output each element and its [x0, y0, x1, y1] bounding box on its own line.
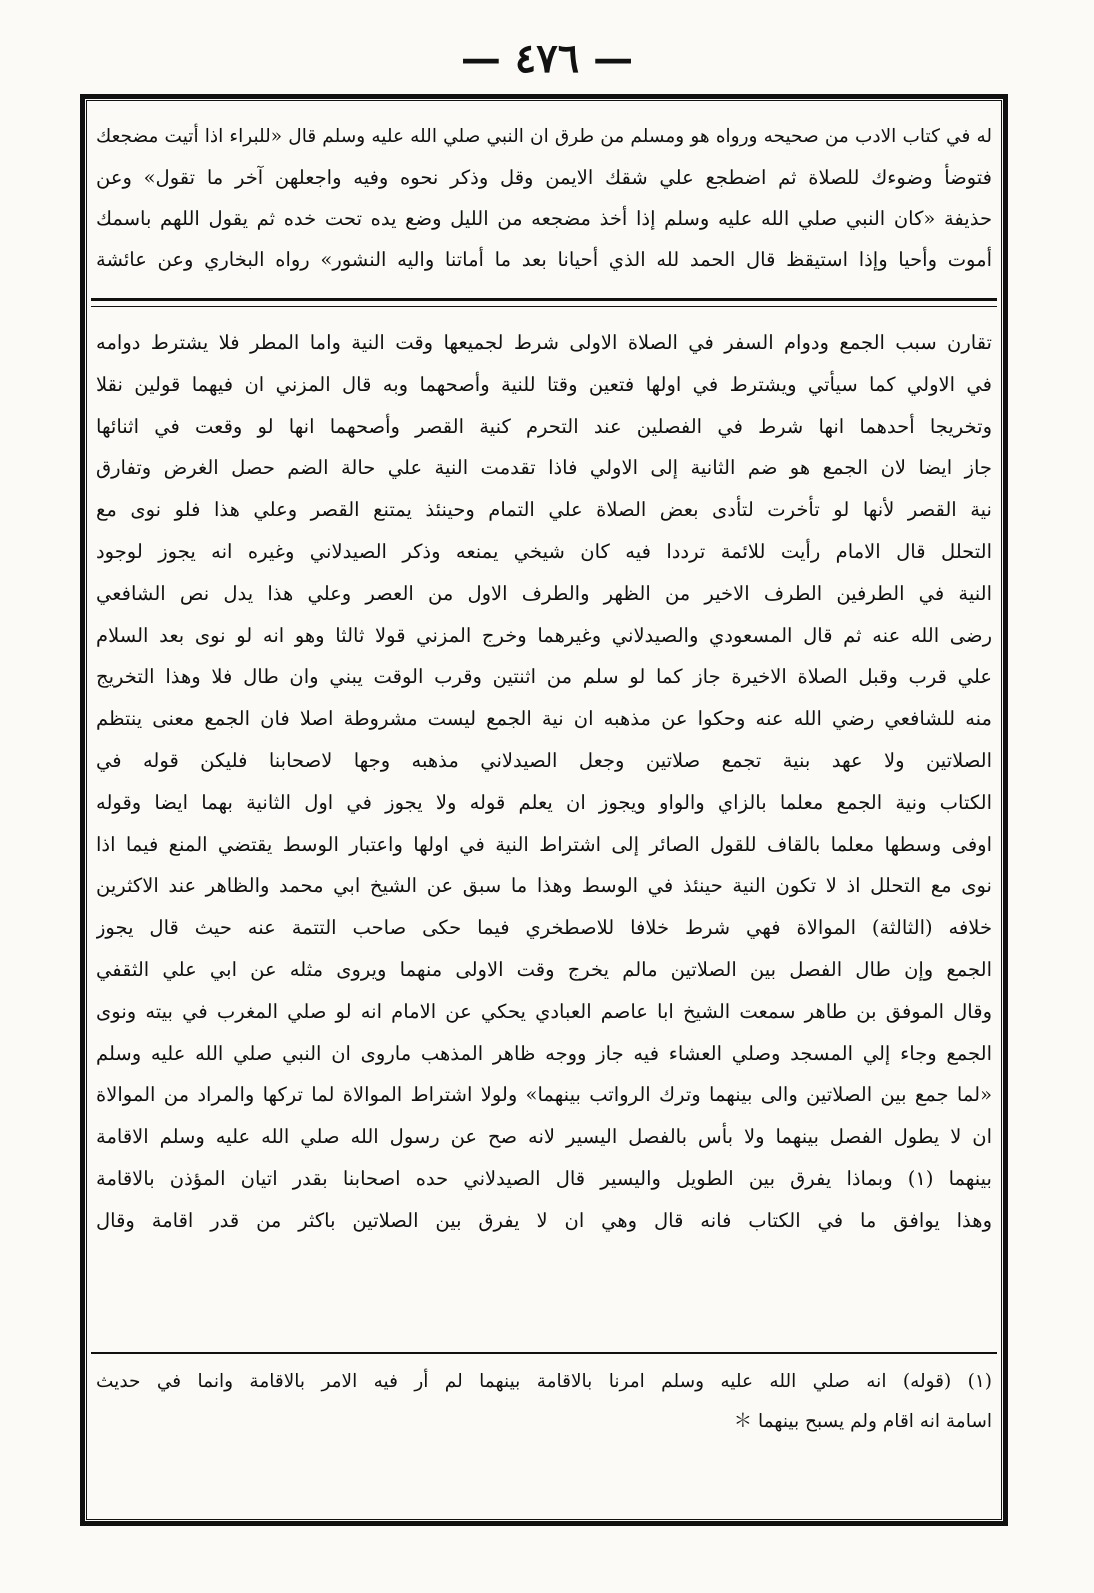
text-line: نوى مع التحلل اذ لا تكون النية حينئذ في الوسط وهذا ما سبق عن الشيخ ابي محمد والظاهر عند الاكثرين: [96, 874, 992, 898]
footnote-line: (١) (قوله) انه صلي الله عليه وسلم امرنا بالاقامة بينهما لم أر فيه الامر بالاقامة وانما في حديث: [96, 1371, 992, 1392]
text-line: الكتاب ونية الجمع معلما بالزاي والواو ويجوز ان يعلم قوله ولا يجوز في اول الثانية بهما ايضا وقوله: [96, 790, 992, 814]
footnote-line: اسامة انه اقام ولم يسبح بينهما ＊: [733, 1411, 992, 1432]
text-line: أموت وأحيا وإذا استيقظ قال الحمد لله الذي أحيانا بعد ما أماتنا واليه النشور» رواه البخاري وعن عائشة: [96, 248, 992, 271]
text-line: الجمع وجاء إلي المسجد وصلي العشاء فيه جاز ووجه ظاهر المذهب ماروى ان النبي صلي الله عليه وسلم: [96, 1041, 992, 1065]
text-line: اوفى وسطها معلما بالقاف للقول الصائر إلى اشتراط النية في اولها واعتبار الوسط يقتضي المنع فيما اذا: [96, 832, 992, 856]
text-line: الجمع وإن طال الفصل بين الصلاتين مالم يخرج وقت الاولى منهما ويروى مثله عن ابي علي الثقفي: [96, 957, 992, 981]
text-line: النية في الطرفين الطرف الاخير من الظهر والطرف الاول من العصر وعلي هذا يدل نص الشافعي: [96, 581, 992, 605]
text-line: علي قرب وقبل الصلاة الاخيرة جاز كما لو سلم من اثنتين وقرب الوقت يبني وان طال فلا وهذا التخريج: [96, 665, 992, 689]
text-line: جاز ايضا لان الجمع هو ضم الثانية إلى الاولي فاذا تقدمت النية علي حالة الضم حصل الغرض وتفارق: [96, 456, 992, 480]
text-line: فتوضأ وضوءك للصلاة ثم اضطجع علي شقك الايمن وقل وذكر نحوه وفيه واجعلهن آخر ما تقول» وعن: [96, 166, 992, 189]
section-divider-thick: [91, 298, 997, 301]
text-line: نية القصر لأنها لو تأخرت لتأدى بعض الصلاة علي التمام وحينئذ يمتنع القصر وعلي هذا فلو نوى مع: [96, 498, 992, 522]
text-line: التحلل قال الامام رأيت للائمة ترددا فيه كان شيخي يمنعه وذكر الصيدلاني وغيره انه يجوز لوجود: [96, 539, 992, 563]
main-passage: [96, 322, 992, 1242]
text-line: خلافه (الثالثة) الموالاة فهي شرط خلافا للاصطخري فيما حكى صاحب التتمة عنه حيث قال يجوز: [96, 916, 992, 940]
text-line: الصلاتين ولا عهد بنية تجمع صلاتين وجعل الصيدلاني مذهبه وجها لاصحابنا فليكن قوله في: [96, 748, 992, 772]
text-line: في الاولي كما سيأتي ويشترط في اولها فتعين وقتا للنية وأصحهما وبه قال المزني ان فيهما قولين نقلا: [96, 372, 992, 396]
section-divider-thin: [91, 306, 997, 307]
text-line: «لما جمع بين الصلاتين والى بينهما وترك الرواتب بينهما» ولولا اشتراط الموالاة لما تركها والمراد من الموالاة: [96, 1083, 992, 1107]
text-line: رضى الله عنه ثم قال المسعودي والصيدلاني وغيرهما وخرج المزني قولا ثالثا وهو انه لو نوى بعد السلام: [96, 623, 992, 647]
footnote: [96, 1362, 992, 1442]
text-line: ان لا يطول الفصل بينهما ولا بأس بالفصل اليسير لانه صح عن رسول الله صلي الله عليه وسلم الاقامة: [96, 1125, 992, 1149]
text-line: بينهما (١) وبماذا يفرق بين الطويل واليسير قال الصيدلاني حده اصحابنا بقدر اتيان المؤذن بالاقامة: [96, 1166, 992, 1190]
text-line: حذيفة «كان النبي صلي الله عليه وسلم إذا أخذ مضجعه من الليل وضع يده تحت خده ثم يقول اللهم باسمك: [96, 207, 992, 230]
text-line: تقارن سبب الجمع ودوام السفر في الصلاة الاولى شرط لجميعها وقت النية واما المطر فلا يشترط دوامه: [96, 331, 992, 354]
text-line: وقال الموفق بن طاهر سمعت الشيخ ابا عاصم العبادي يحكي عن الامام انه لو صلي المغرب في بيته ونوى: [96, 999, 992, 1023]
top-passage: [96, 116, 992, 280]
text-line: له في كتاب الادب من صحيحه ورواه هو ومسلم من طرق ان النبي صلي الله عليه وسلم قال «للبراء اذا أتيت مضجعك: [96, 126, 992, 147]
text-line: وهذا يوافق ما في الكتاب فانه قال وهي ان لا يفرق بين الصلاتين باكثر من قدر اقامة وقال: [96, 1208, 992, 1232]
page-number: — ٤٧٦ —: [460, 35, 634, 82]
text-line: وتخريجا أحدهما انها شرط في الفصلين عند التحرم كنية القصر وأصحهما انها لو وقعت في اثنائها: [96, 414, 992, 438]
text-line: منه للشافعي رضي الله عنه وحكوا عن مذهبه ان نية الجمع ليست مشروطة اصلا فان الجمع معنى ينتظم: [96, 707, 992, 731]
footnote-divider: [91, 1352, 997, 1354]
